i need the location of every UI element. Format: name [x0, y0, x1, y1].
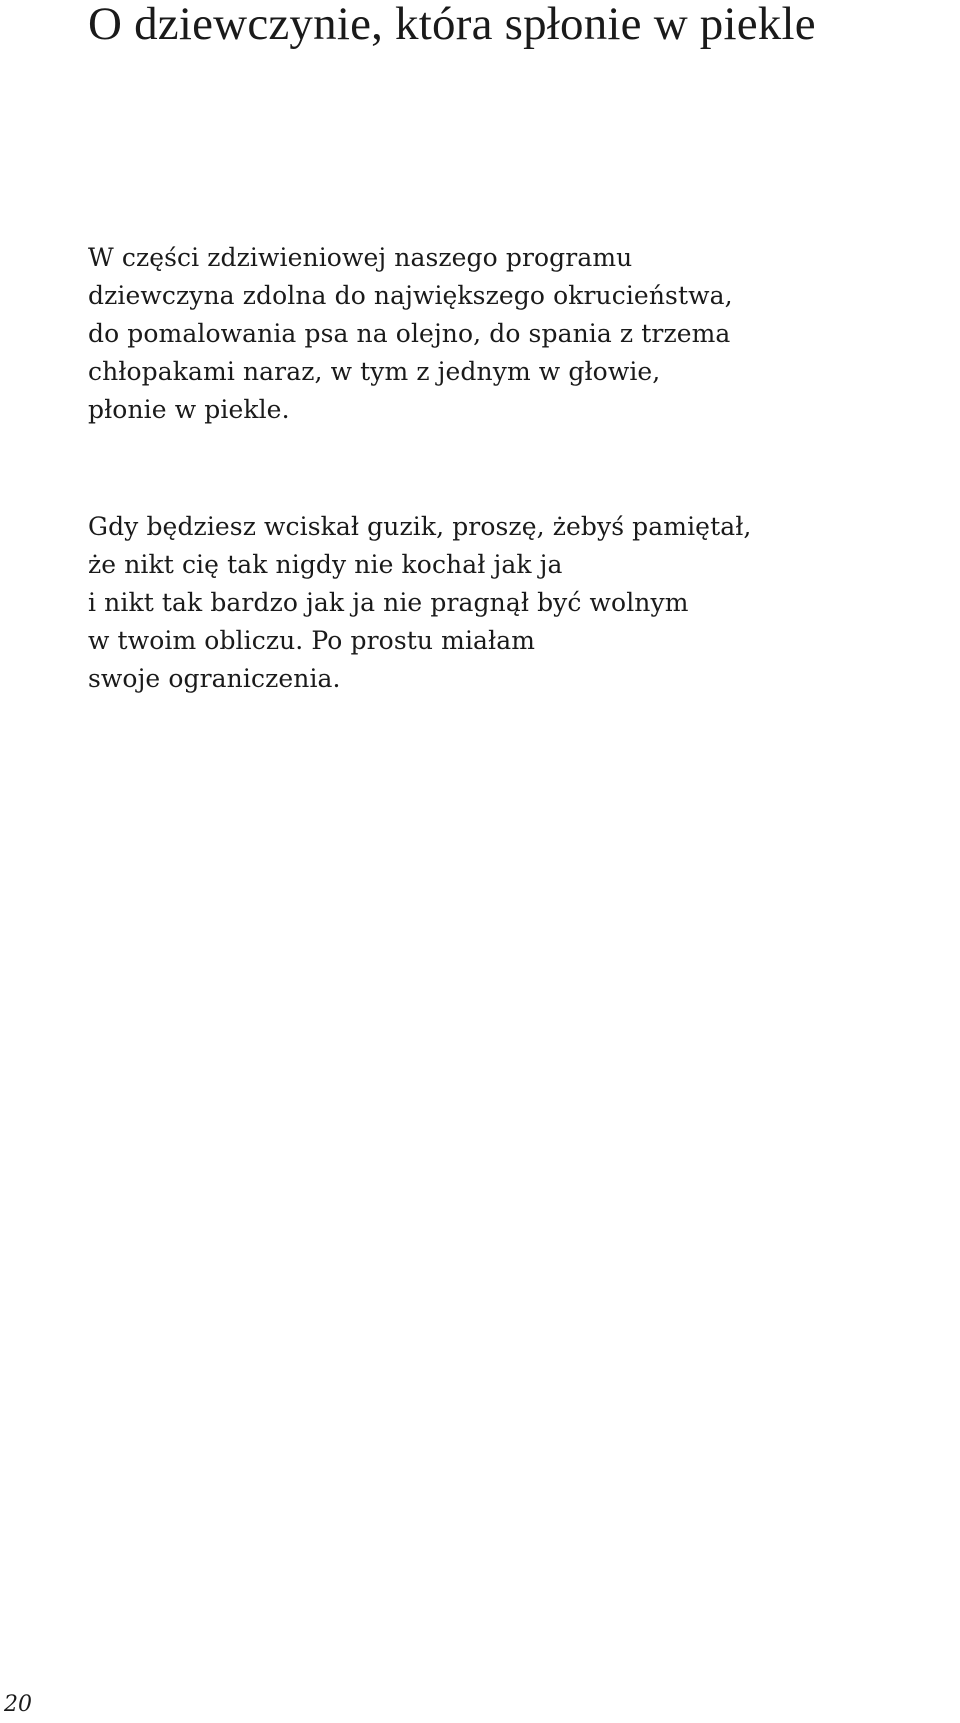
- poem-line: w twoim obliczu. Po prostu miałam: [88, 626, 536, 655]
- poem-line: że nikt cię tak nigdy nie kochał jak ja: [88, 550, 563, 579]
- poem-line: swoje ograniczenia.: [88, 664, 341, 693]
- poem-line: do pomalowania psa na olejno, do spania z trzema: [88, 319, 731, 348]
- stanza-1: [88, 239, 948, 429]
- poem-line: W części zdziwieniowej naszego programu: [88, 243, 633, 272]
- poem-line: Gdy będziesz wciskał guzik, proszę, żebyś pamiętał,: [88, 512, 752, 541]
- poem-line: i nikt tak bardzo jak ja nie pragnął być wolnym: [88, 588, 689, 617]
- stanza-2: [88, 508, 948, 698]
- poem-line: płonie w piekle.: [88, 395, 290, 424]
- page-number: 20: [4, 1692, 32, 1717]
- poem-line: chłopakami naraz, w tym z jednym w głowie,: [88, 357, 661, 386]
- poem-line: dziewczyna zdolna do największego okrucieństwa,: [88, 281, 733, 310]
- poem-title: O dziewczynie, która spłonie w piekle: [88, 0, 816, 50]
